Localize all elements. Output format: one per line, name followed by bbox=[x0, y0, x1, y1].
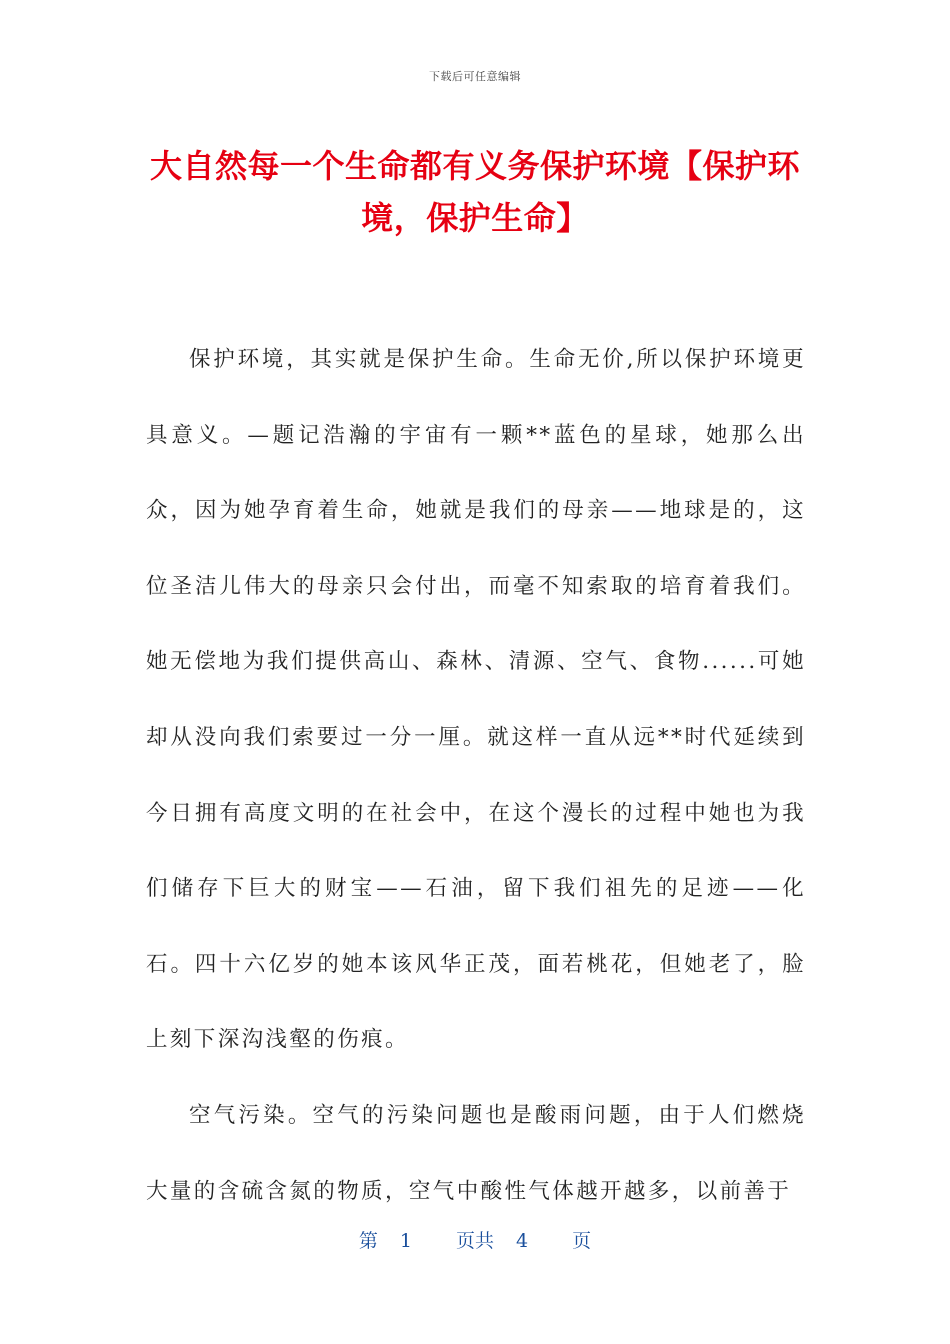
document-body bbox=[146, 322, 806, 1229]
paragraph: 保护环境，其实就是保护生命。生命无价,所以保护环境更具意义。—题记浩瀚的宇宙有一颗**蓝色的星球，她那么出众，因为她孕育着生命，她就是我们的母亲——地球是的，这位圣洁儿伟大的母亲只会付出，而毫不知索取的培育着我们。她无偿地为我们提供高山、森林、清源、空气、食物......可她却从没向我们索要过一分一厘。就这样一直从远**时代延续到今日拥有高度文明的在社会中，在这个漫长的过程中她也为我们储存下巨大的财宝——石油，留下我们祖先的足迹——化石。四十六亿岁的她本该风华正茂，面若桃花，但她老了，脸上刻下深沟浅壑的伤痕。 bbox=[146, 347, 806, 1053]
page-suffix: 页 bbox=[572, 1230, 592, 1252]
page-current: 1 bbox=[399, 1230, 412, 1252]
paragraph: 空气污染。空气的污染问题也是酸雨问题，由于人们燃烧大量的含硫含氮的物质，空气中酸性气体越开越多，以前善于 bbox=[146, 1102, 806, 1204]
document-title: 大自然每一个生命都有义务保护环境【保护环境，保护生命】 bbox=[149, 147, 800, 237]
page-total: 4 bbox=[516, 1230, 529, 1252]
page-middle: 页共 bbox=[455, 1230, 494, 1252]
page-footer bbox=[0, 1226, 950, 1253]
header-note: 下载后可任意编辑 bbox=[429, 70, 521, 83]
page-prefix: 第 bbox=[358, 1230, 378, 1252]
